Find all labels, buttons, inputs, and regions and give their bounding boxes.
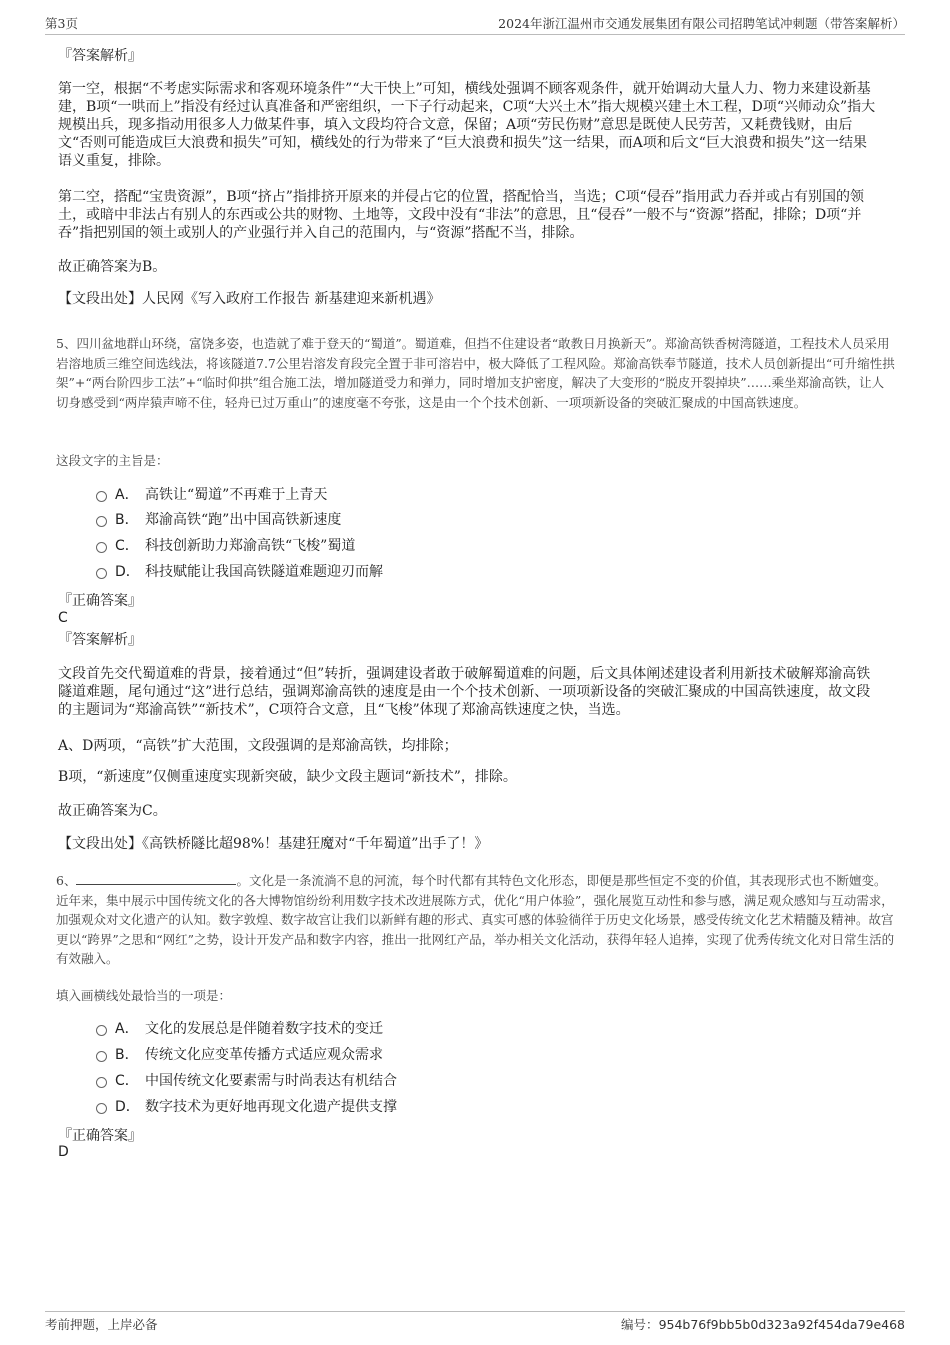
radio-icon[interactable] [96,542,107,553]
q5-analysis-label: 『答案解析』 [58,632,142,648]
radio-icon[interactable] [96,516,107,527]
page-footer [45,1311,905,1332]
q6-correct-answer: D [58,1144,69,1160]
q4-analysis-conclusion: 故正确答案为B。 [58,259,167,275]
footer-slogan: 考前押题，上岸必备 [45,1317,158,1332]
q5-option-a[interactable]: A． 高铁让“蜀道”不再难于上青天 [96,486,327,504]
q5-analysis-p3: B项，“新速度”仅侧重速度实现新突破，缺少文段主题词“新技术”，排除。 [58,769,517,785]
radio-icon[interactable] [96,1025,107,1036]
page-number: 第3页 [45,16,78,31]
page-header [45,14,905,35]
radio-icon[interactable] [96,1077,107,1088]
q5-option-c[interactable]: C． 科技创新助力郑渝高铁“飞梭”蜀道 [96,537,355,555]
radio-icon[interactable] [96,1103,107,1114]
q5-option-d[interactable]: D． 科技赋能让我国高铁隧道难题迎刃而解 [96,563,383,581]
q6-prompt: 填入画横线处最恰当的一项是： [56,988,232,1003]
q5-analysis-p1: 文段首先交代蜀道难的背景，接着通过“但”转折，强调建设者敢于破解蜀道难的问题，后文具体阐述建设者利用新技术破解郑渝高铁隧道难题，尾句通过“这”进行总结，强调郑渝高铁的速度是由一个个技术创新、一项项新设备的突破汇聚成的中国高铁速度，故文段的主题词为“郑渝高铁”“新技术”，C项符合文意，且“飞梭”体现了郑渝高铁速度之快，当选。 [58,666,871,718]
q5-prompt: 这段文字的主旨是： [56,453,169,468]
radio-icon[interactable] [96,1051,107,1062]
document-title: 2024年浙江温州市交通发展集团有限公司招聘笔试冲刺题（带答案解析） [498,16,905,31]
q5-analysis-conclusion: 故正确答案为C。 [58,803,167,819]
q6-option-b[interactable]: B． 传统文化应变革传播方式适应观众需求 [96,1046,383,1064]
fill-in-blank [76,872,236,885]
q5-analysis-p2: A、D两项，“高铁”扩大范围，文段强调的是郑渝高铁，均排除； [58,738,458,754]
q6-option-d[interactable]: D． 数字技术为更好地再现文化遗产提供支撑 [96,1098,397,1116]
q5-source: 【文段出处】《高铁桥隧比超98%！基建狂魔对“千年蜀道”出手了！》 [58,836,489,852]
q4-source: 【文段出处】人民网《写入政府工作报告 新基建迎来新机遇》 [58,291,441,307]
document-code: 编号：954b76f9bb5b0d323a92f454da79e468 [621,1317,905,1332]
radio-icon[interactable] [96,491,107,502]
q5-correct-label: 『正确答案』 [58,593,142,609]
q6-number: 6、 [56,873,77,888]
q6-option-c[interactable]: C． 中国传统文化要素需与时尚表达有机结合 [96,1072,397,1090]
q5-correct-answer: C [58,610,68,626]
q6-stem [56,871,896,969]
q5-stem: 5、四川盆地群山环绕，富饶多姿，也造就了难于登天的“蜀道”。蜀道难，但挡不住建设者“敢教日月换新天”。郑渝高铁香树湾隧道，工程技术人员采用岩溶地质三维空间选线法，将该隧道7.7公里岩溶发育段完全置于非可溶岩中，极大降低了工程风险。郑渝高铁奉节隧道，技术人员创新提出“可升缩性拱架”+“两台阶四步工法”+“临时仰拱”组合施工法，增加隧道受力和弹力，同时增加支护密度，解决了大变形的“脱皮开裂掉块”……乘坐郑渝高铁，让人切身感受到“两岸猿声啼不住，轻舟已过万重山”的速度毫不夸张，这是由一个个技术创新、一项项新设备的突破汇聚成的中国高铁速度。 [56,336,895,410]
q4-analysis-p1: 第一空，根据“不考虑实际需求和客观环境条件”“大干快上”可知，横线处强调不顾客观条件，就开始调动大量人力、物力来建设新基建，B项“一哄而上”指没有经过认真准备和严密组织，一下子行动起来，C项“大兴土木”指大规模兴建土木工程，D项“兴师动众”指大规模出兵，现多指动用很多人力做某件事，填入文段均符合文意，保留；A项“劳民伤财”意思是既使人民劳苦，又耗费钱财，由后文“否则可能造成巨大浪费和损失”可知，横线处的行为带来了“巨大浪费和损失”这一结果，而A项和后文“巨大浪费和损失”这一结果语义重复，排除。 [58,81,876,169]
q6-stem-text: 。文化是一条流淌不息的河流，每个时代都有其特色文化形态，即便是那些恒定不变的价值，其表现形式也不断嬗变。近年来，集中展示中国传统文化的各大博物馆纷纷利用数字技术改进展陈方式，优化“用户体验”，强化展览互动性和参与感，满足观众感知与互动需求，加强观众对文化遗产的认知。数字敦煌、数字故宫让我们以新鲜有趣的形式、真实可感的体验徜徉于历史文化场景，感受传统文化艺术精髓及精神。故宫更以“跨界”之思和“网红”之势，设计开发产品和数字内容，推出一批网红产品，举办相关文化活动，获得年轻人追捧，实现了优秀传统文化对日常生活的有效融入。 [56,873,895,966]
q6-option-a[interactable]: A． 文化的发展总是伴随着数字技术的变迁 [96,1020,383,1038]
q4-analysis-label: 『答案解析』 [58,48,142,64]
q4-analysis-p2: 第二空，搭配“宝贵资源”，B项“挤占”指排挤开原来的并侵占它的位置，搭配恰当，当选；C项“侵吞”指用武力吞并或占有别国的领土，或暗中非法占有别人的东西或公共的财物、土地等，文段中没有“非法”的意思，且“侵吞”一般不与“资源”搭配，排除；D项“并吞”指把别国的领土或别人的产业强行并入自己的范围内，与“资源”搭配不当，排除。 [58,189,864,241]
radio-icon[interactable] [96,568,107,579]
q5-option-b[interactable]: B． 郑渝高铁“跑”出中国高铁新速度 [96,511,341,529]
q6-correct-label: 『正确答案』 [58,1128,142,1144]
